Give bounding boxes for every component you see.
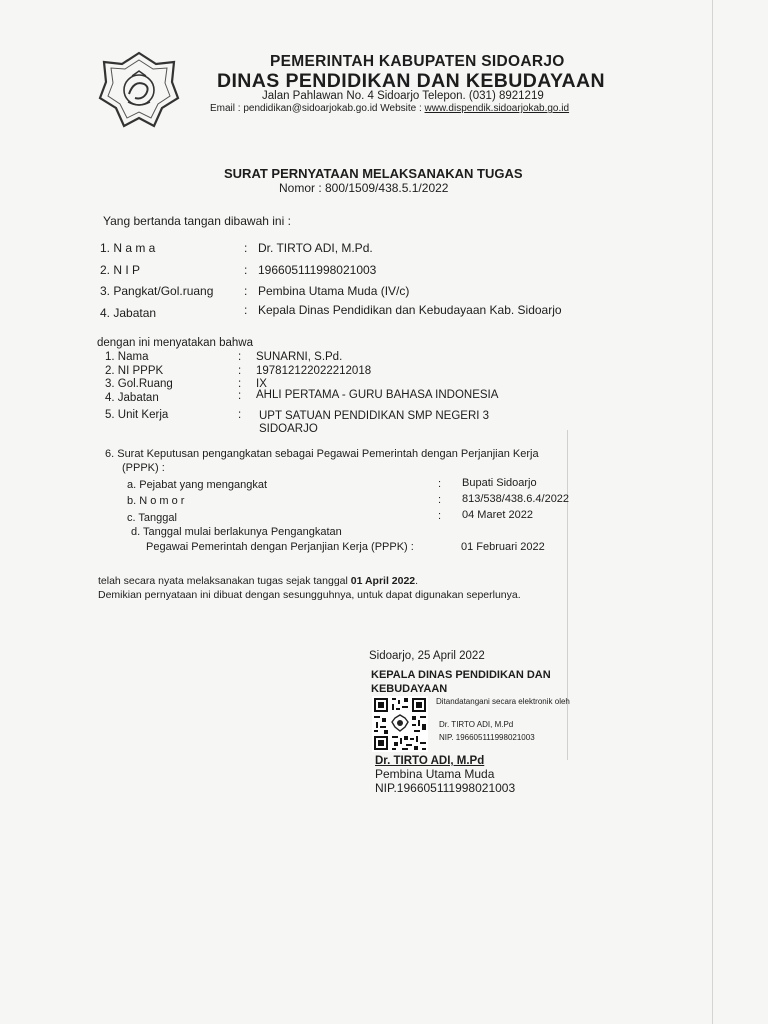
signer-position-line2: KEBUDAYAAN	[371, 683, 448, 695]
place-date: Sidoarjo, 25 April 2022	[369, 650, 485, 662]
letter-title: SURAT PERNYATAAN MELAKSANAKAN TUGAS	[224, 166, 523, 181]
closing-remark: Demikian pernyataan ini dibuat dengan sesungguhnya, untuk dapat digunakan seperlunya.	[98, 589, 521, 601]
decree-colon: :	[438, 494, 442, 506]
employee-value: IX	[256, 378, 267, 390]
signer-nip: NIP.196605111998021003	[375, 781, 516, 795]
signer-value: Dr. TIRTO ADI, M.Pd.	[258, 241, 373, 255]
decree-value: 04 Maret 2022	[462, 509, 533, 521]
signer-value: Pembina Utama Muda (IV/c)	[258, 284, 410, 298]
qr-emblem-icon	[390, 713, 410, 733]
statement-intro: dengan ini menyatakan bahwa	[97, 337, 254, 349]
employee-label: 3. Gol.Ruang	[105, 378, 173, 390]
sidoarjo-regency-emblem-icon	[98, 50, 180, 130]
employee-colon: :	[238, 409, 242, 421]
esign-note: Ditandatangani secara elektronik oleh	[436, 697, 570, 706]
esign-nip: NIP. 196605111998021003	[439, 733, 535, 742]
signer-colon: :	[244, 303, 248, 317]
decree-item-d: d. Tanggal mulai berlakunya Pengangkatan	[131, 526, 342, 538]
email-text: Email : pendidikan@sidoarjokab.go.id Website :	[210, 103, 425, 114]
page-edge	[712, 0, 713, 1024]
signer-label: 3. Pangkat/Gol.ruang	[100, 284, 214, 298]
closing-period: .	[415, 575, 419, 587]
decree-colon: :	[438, 510, 442, 522]
employee-value: UPT SATUAN PENDIDIKAN SMP NEGERI 3	[259, 410, 490, 422]
signer-label: 4. Jabatan	[100, 306, 157, 320]
decree-item-d-line2: Pegawai Pemerintah dengan Perjanjian Kerja (PPPK) :	[146, 541, 414, 553]
signer-label: 2. N I P	[100, 263, 141, 277]
employee-label: 4. Jabatan	[105, 392, 159, 404]
decree-value: 813/538/438.6.4/2022	[462, 493, 570, 505]
employee-label: 5. Unit Kerja	[105, 409, 169, 421]
decree-label: a. Pejabat yang mengangkat	[127, 479, 268, 491]
scan-fold-line	[567, 430, 568, 760]
decree-heading-line2: (PPPK) :	[122, 462, 165, 474]
signer-position: KEPALA DINAS PENDIDIKAN DAN	[371, 669, 551, 681]
decree-label: b. N o m o r	[127, 495, 185, 507]
employee-colon: :	[238, 365, 242, 377]
agency-contact	[210, 103, 569, 114]
employee-label: 1. Nama	[105, 351, 149, 363]
employee-value: AHLI PERTAMA - GURU BAHASA INDONESIA	[256, 389, 499, 401]
decree-label: c. Tanggal	[127, 512, 177, 524]
employee-value-line2: SIDOARJO	[259, 423, 318, 435]
decree-item-d-value: 01 Februari 2022	[461, 541, 545, 553]
signer-value: Kepala Dinas Pendidikan dan Kebudayaan Kab. Sidoarjo	[258, 303, 562, 317]
signer-value: 196605111998021003	[258, 263, 377, 277]
signer-colon: :	[244, 263, 248, 277]
signer-intro: Yang bertanda tangan dibawah ini :	[103, 214, 291, 228]
employee-value: SUNARNI, S.Pd.	[256, 351, 343, 363]
signer-colon: :	[244, 241, 248, 255]
agency-address: Jalan Pahlawan No. 4 Sidoarjo Telepon. (031) 8921219	[262, 90, 544, 102]
closing-statement	[98, 575, 418, 587]
employee-colon: :	[238, 390, 242, 402]
signer-label: 1. N a m a	[100, 241, 156, 255]
decree-heading: 6. Surat Keputusan pengangkatan sebagai Pegawai Pemerintah dengan Perjanjian Kerja	[105, 448, 539, 460]
employee-colon: :	[238, 351, 242, 363]
signer-name: Dr. TIRTO ADI, M.Pd	[375, 755, 485, 767]
signer-rank: Pembina Utama Muda	[375, 767, 495, 781]
employee-colon: :	[238, 378, 242, 390]
esign-name: Dr. TIRTO ADI, M.Pd	[439, 720, 514, 729]
decree-value: Bupati Sidoarjo	[462, 477, 537, 489]
start-date: 01 April 2022	[350, 575, 416, 587]
decree-colon: :	[438, 478, 442, 490]
employee-value: 197812122022212018	[256, 365, 372, 377]
closing-text: telah secara nyata melaksanakan tugas sejak tanggal	[98, 575, 351, 587]
website-link[interactable]: www.dispendik.sidoarjokab.go.id	[424, 103, 570, 114]
government-name: PEMERINTAH KABUPATEN SIDOARJO	[270, 53, 565, 70]
signer-colon: :	[244, 284, 248, 298]
agency-name: DINAS PENDIDIKAN DAN KEBUDAYAAN	[217, 70, 606, 92]
letter-number: Nomor : 800/1509/438.5.1/2022	[279, 181, 449, 195]
employee-label: 2. NI PPPK	[105, 365, 164, 377]
